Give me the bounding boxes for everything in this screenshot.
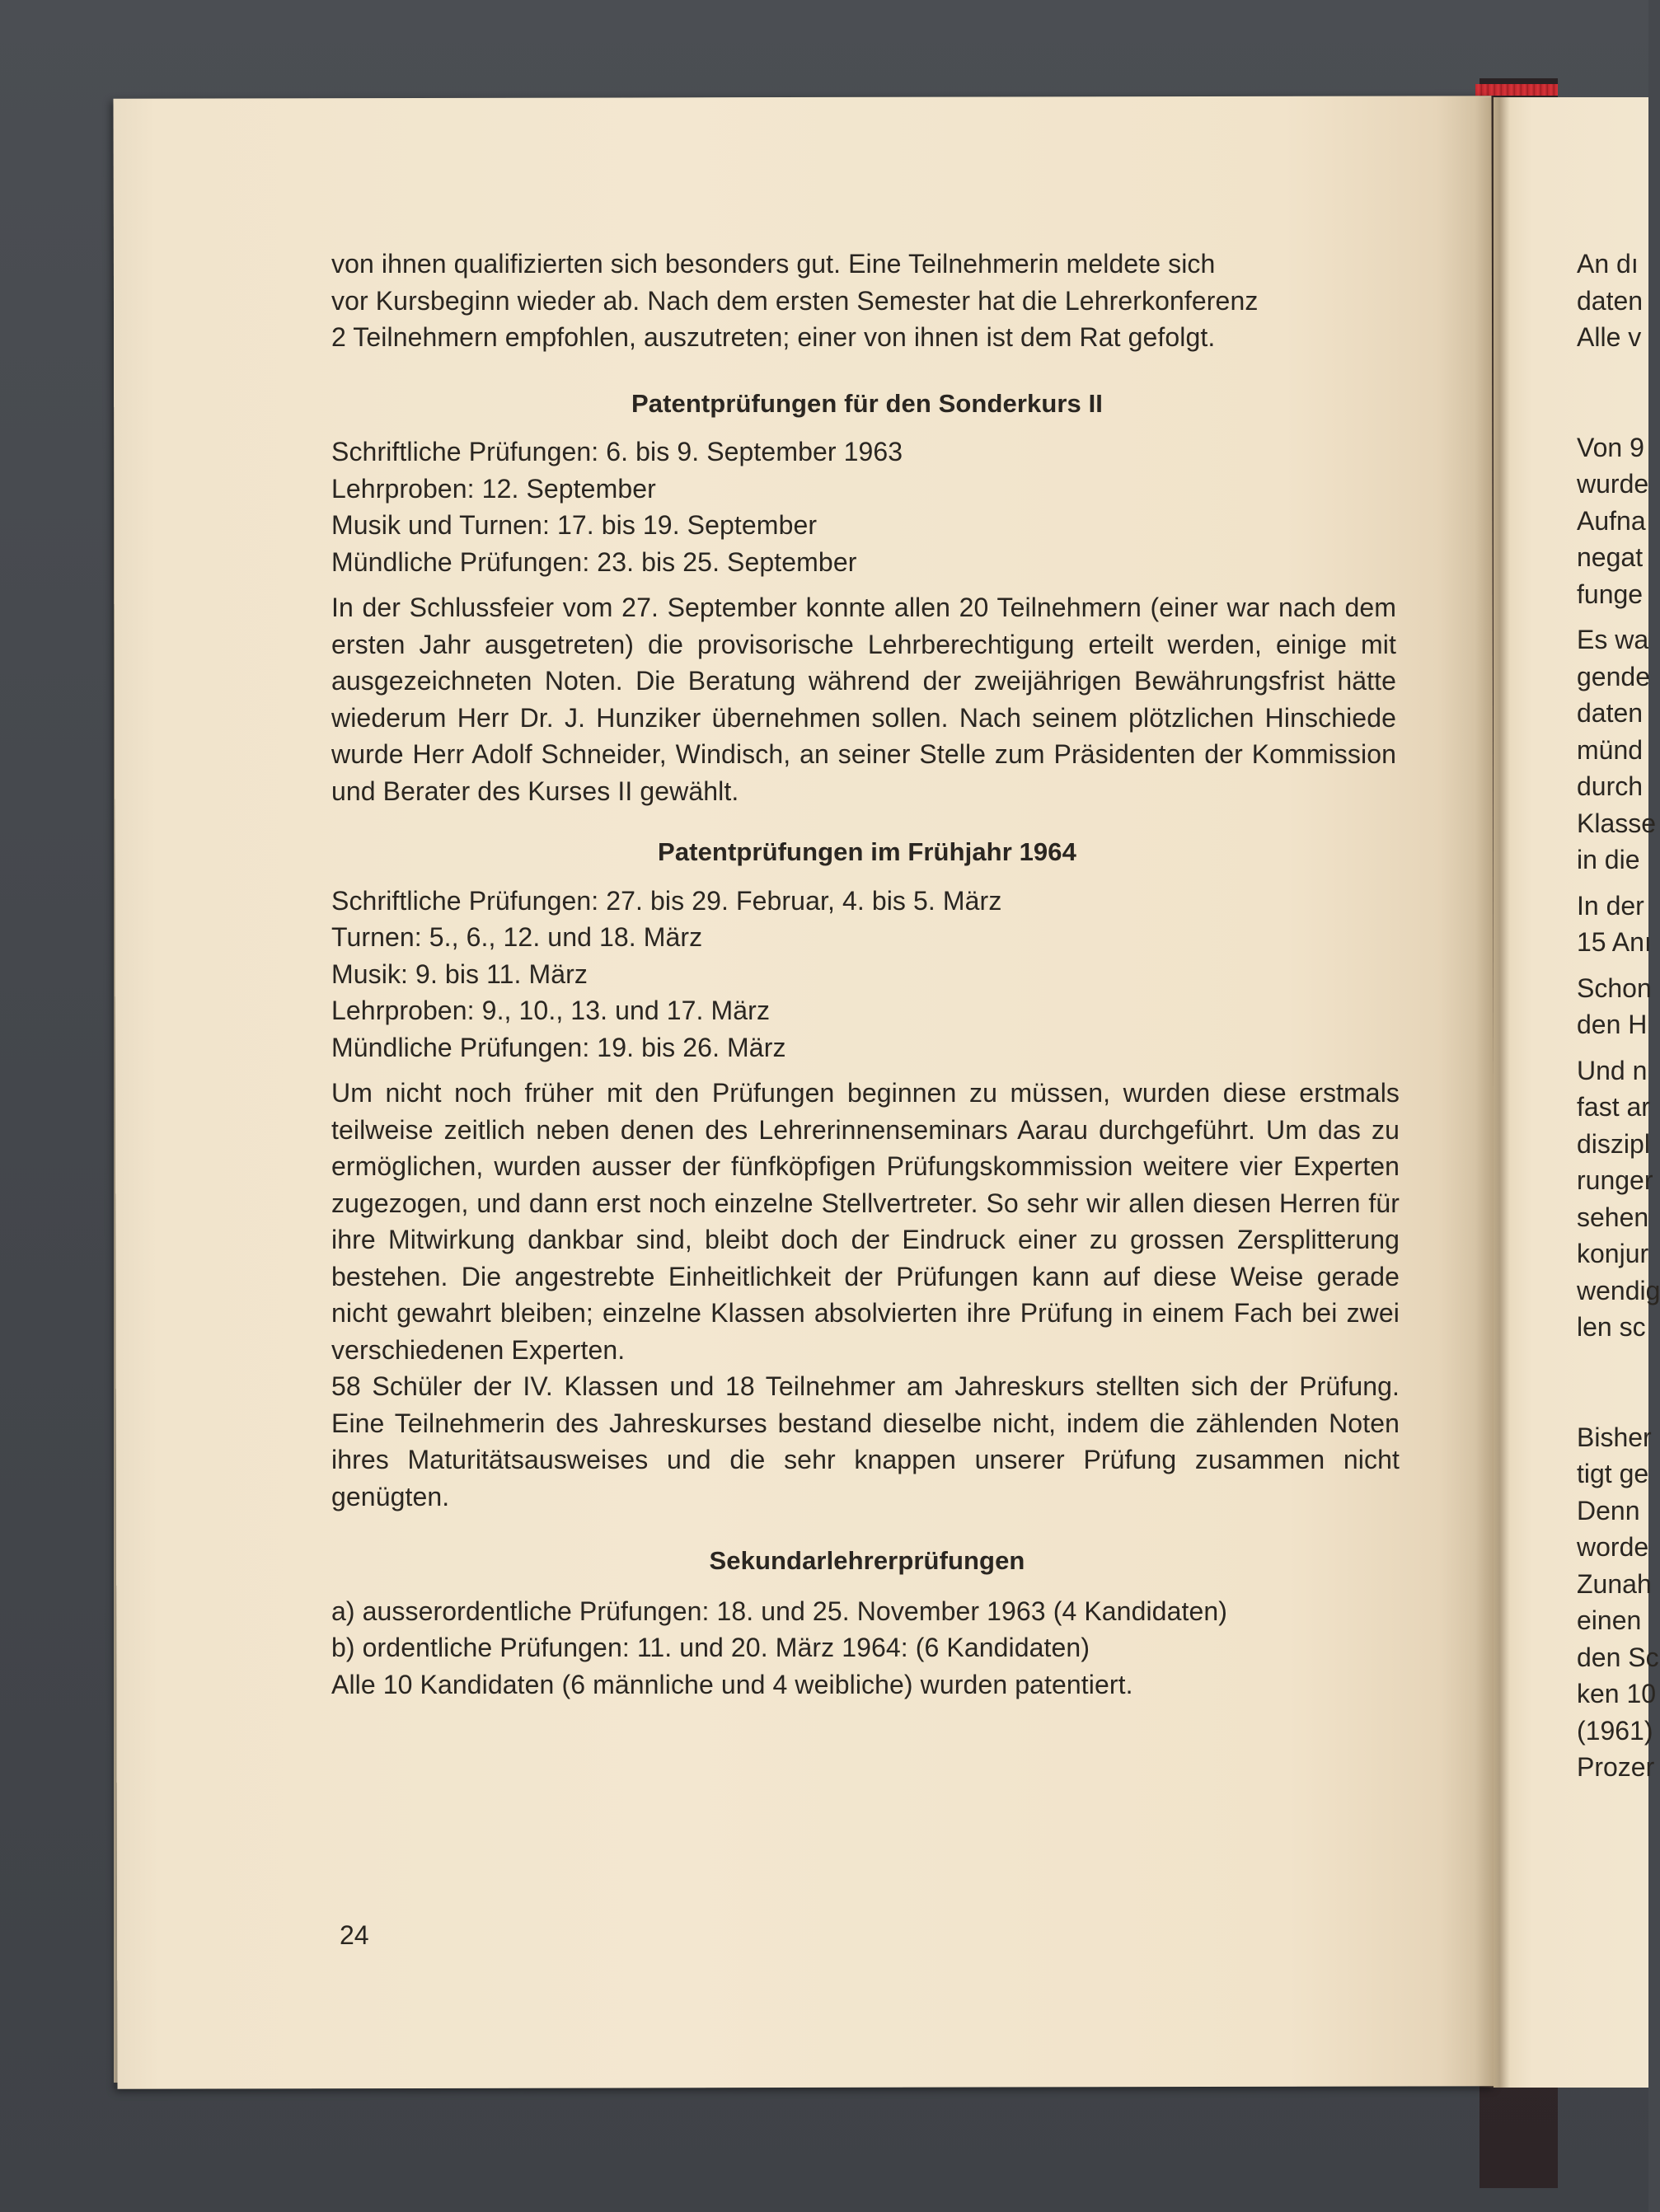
right-fragment: (1961) [1577,1715,1653,1746]
left-page-text [331,246,1403,1703]
schedule-line: Schriftliche Prüfungen: 6. bis 9. September 1963 [331,437,903,466]
right-fragment: Prozer [1577,1752,1655,1782]
right-fragment: einen [1577,1605,1642,1635]
schedule-line: Schriftliche Prüfungen: 27. bis 29. Februar, 4. bis 5. März [331,885,1002,916]
right-fragment: Und n [1577,1055,1648,1085]
right-fragment: daten [1577,285,1644,316]
right-fragment: ken 10 [1577,1679,1657,1708]
right-fragment: konjur [1577,1239,1649,1268]
right-fragment: Schon [1577,972,1652,1003]
right-fragment: Es wa [1577,625,1649,654]
right-page-text-fragments [1577,246,1660,1786]
right-fragment: len sc [1577,1312,1646,1342]
right-fragment-blank [1577,1346,1660,1383]
right-fragment: funge [1577,579,1644,609]
right-fragment: An dı [1577,249,1639,279]
right-fragment: Alle v [1577,322,1642,352]
page-number: 24 [340,1920,369,1950]
right-fragment: Aufna [1577,505,1646,536]
right-fragment: wendig [1577,1275,1660,1305]
right-fragment-blank [1577,392,1660,429]
right-fragment: 15 Anı [1577,927,1652,957]
pruefungen-paragraph: Um nicht noch früher mit den Prüfungen beginnen zu müssen, wurden diese erstmals teilweise zeitlich neben denen des Lehrerinnenseminars Aarau durchgeführt. Um das zu ermöglichen, wurden ausser der fünfköpfigen Prüfungskommission weitere vier Experten zugezogen, und dann erst noch einzelne Stellvertreter. So sehr wir allen diesen Herren für ihre Mitwirkung dankbar sind, bleibt doch der Eindruck einer zu grossen Zersplitterung bestehen. Die angestrebte Einheitlichkeit der Prüfungen kann auf diese Weise gerade nicht gewahrt bleiben; einzelne Klassen absolvierten ihre Prüfung in einem Fach bei zwei verschiedenen Experten. [331,1078,1400,1365]
schedule-sonderkurs [331,433,1403,580]
right-fragment: Von 9 [1577,432,1644,462]
right-fragment: worde [1577,1532,1649,1562]
schedule-line: Mündliche Prüfungen: 23. bis 25. September [331,546,857,577]
schueler-paragraph: 58 Schüler der IV. Klassen und 18 Teilnehmer am Jahreskurs stellten sich der Prüfung. Eine Teilnehmerin des Jahreskurses bestand dieselbe nicht, indem die zählenden Noten ihres Maturitätsausweises und die sehr knappen unserer Prüfung zusammen nicht genügten. [331,1371,1400,1511]
right-fragment: in die [1577,845,1640,874]
section-heading-fruehjahr: Patentprüfungen im Frühjahr 1964 [658,837,1076,866]
right-fragment: diszipl [1577,1128,1650,1159]
right-fragment: den H [1577,1010,1648,1039]
right-fragment: Klasse [1577,808,1657,838]
intro-line: von ihnen qualifizierten sich besonders gut. Eine Teilnehmerin meldete sich [331,249,1216,279]
right-fragment: durch [1577,771,1644,801]
spine-binding-thread-top [1475,84,1558,96]
right-fragment: fast ar [1577,1092,1650,1122]
schedule-line: Lehrproben: 12. September [331,473,656,504]
schedule-line: Musik: 9. bis 11. März [331,958,589,989]
right-fragment-blank [1577,1382,1660,1419]
right-fragment: tigt ge [1577,1459,1649,1488]
schedule-line: Lehrproben: 9., 10., 13. und 17. März [331,996,771,1025]
right-fragment: gende [1577,661,1650,691]
sekundarlehrer-list [331,1593,1403,1704]
intro-line: vor Kursbeginn wieder ab. Nach dem ersten Semester hat die Lehrerkonferenz [331,285,1259,316]
right-fragment-blank [1577,356,1660,393]
right-fragment: münd [1577,734,1644,765]
intro-line: 2 Teilnehmern empfohlen, auszutreten; einer von ihnen ist dem Rat gefolgt. [331,322,1216,352]
schlussfeier-paragraph: In der Schlussfeier vom 27. September konnte allen 20 Teilnehmern (einer war nach dem ersten Jahr ausgetreten) die provisorische Lehrberechtigung erteilt werden, einige mit ausgezeichneten Noten. Die Beratung während der zweijährigen Bewährungsfrist hätte wiederum Herr Dr. J. Hunziker übernehmen sollen. Nach seinem plötzlichen Hinschiede wurde Herr Adolf Schneider, Windisch, an seiner Stelle zum Präsidenten der Kommission und Berater des Kurses II gewählt. [331,593,1396,806]
schedule-line: Musik und Turnen: 17. bis 19. September [331,510,818,540]
right-fragment: Denn [1577,1495,1640,1525]
exam-line: Alle 10 Kandidaten (6 männliche und 4 weibliche) wurden patentiert. [331,1669,1133,1699]
schedule-line: Turnen: 5., 6., 12. und 18. März [331,922,703,952]
intro-paragraph [331,246,1403,356]
right-fragment: den Sc [1577,1642,1659,1672]
schedule-fruehjahr [331,883,1403,1066]
section-heading-sekundarlehrer: Sekundarlehrerprüfungen [709,1546,1025,1575]
exam-line: a) ausserordentliche Prüfungen: 18. und 25. November 1963 (4 Kandidaten) [331,1596,1228,1626]
section-heading-sonderkurs: Patentprüfungen für den Sonderkurs II [631,388,1104,418]
schedule-line: Mündliche Prüfungen: 19. bis 26. März [331,1032,786,1062]
right-fragment: sehen [1577,1202,1649,1232]
right-fragment: wurde [1577,469,1649,499]
right-fragment: Zunah [1577,1568,1652,1599]
right-fragment: Bisher [1577,1422,1652,1452]
exam-line: b) ordentliche Prüfungen: 11. und 20. März 1964: (6 Kandidaten) [331,1633,1090,1662]
right-fragment: negat [1577,542,1644,572]
right-fragment: In der [1577,890,1644,921]
right-fragment: daten [1577,698,1644,728]
right-fragment: runger [1577,1165,1653,1195]
